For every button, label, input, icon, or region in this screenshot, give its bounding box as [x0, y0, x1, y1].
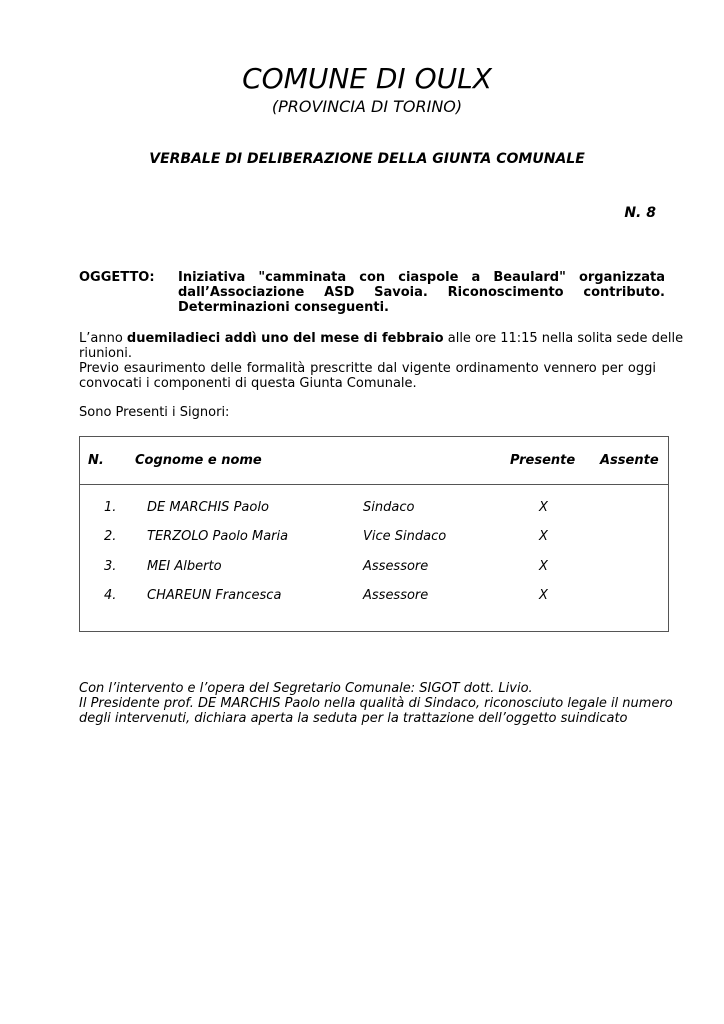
intro-text: L’anno: [79, 331, 127, 346]
row-presente: X: [539, 588, 548, 603]
deliberation-number: N. 8: [624, 205, 656, 221]
oggetto-line: Determinazioni conseguenti.: [178, 300, 389, 315]
row-role: Vice Sindaco: [363, 529, 447, 544]
presenti-label: Sono Presenti i Signori:: [79, 405, 230, 420]
row-role: Sindaco: [363, 500, 415, 515]
row-name: DE MARCHIS Paolo: [147, 500, 269, 515]
document-title: COMUNE DI OULX: [242, 62, 492, 95]
oggetto-line: Iniziativa "camminata con ciaspole a Beaulard" organizzata: [178, 270, 665, 285]
closing-paragraph: [79, 681, 673, 726]
header-assente: Assente: [600, 453, 659, 468]
oggetto-label: OGGETTO:: [79, 270, 155, 285]
row-role: Assessore: [363, 588, 429, 603]
header-name: Cognome e nome: [135, 453, 262, 468]
row-number: 1.: [104, 500, 117, 515]
intro-paragraph: [79, 331, 684, 391]
table-divider: [79, 484, 669, 485]
intro-line: convocati i componenti di questa Giunta Comunale.: [79, 376, 417, 391]
row-name: CHAREUN Francesca: [147, 588, 282, 603]
intro-line: riunioni.: [79, 346, 132, 361]
row-number: 3.: [104, 559, 117, 574]
row-name: MEI Alberto: [147, 559, 222, 574]
intro-line: [79, 331, 684, 346]
oggetto-text: [178, 270, 665, 315]
row-presente: X: [539, 529, 548, 544]
row-number: 4.: [104, 588, 117, 603]
document-subtitle: (PROVINCIA DI TORINO): [271, 97, 463, 116]
closing-line: Con l’intervento e l’opera del Segretario Comunale: SIGOT dott. Livio.: [79, 681, 533, 696]
closing-line: degli intervenuti, dichiara aperta la seduta per la trattazione dell’oggetto suindicato: [79, 711, 628, 726]
row-presente: X: [539, 500, 548, 515]
document-heading: VERBALE DI DELIBERAZIONE DELLA GIUNTA COMUNALE: [149, 151, 585, 167]
intro-line: Previo esaurimento delle formalità prescritte dal vigente ordinamento vennero per oggi: [79, 361, 656, 376]
closing-line: Il Presidente prof. DE MARCHIS Paolo nella qualità di Sindaco, riconosciuto legale il numero: [79, 696, 673, 711]
row-presente: X: [539, 559, 548, 574]
oggetto-line: dall’Associazione ASD Savoia. Riconoscimento contributo.: [178, 285, 665, 300]
header-n: N.: [88, 453, 104, 468]
header-presente: Presente: [510, 453, 576, 468]
row-name: TERZOLO Paolo Maria: [147, 529, 289, 544]
row-role: Assessore: [363, 559, 429, 574]
intro-text: alle ore 11:15 nella solita sede delle: [443, 331, 684, 346]
intro-date: duemiladieci addì uno del mese di febbraio: [126, 331, 444, 346]
row-number: 2.: [104, 529, 117, 544]
